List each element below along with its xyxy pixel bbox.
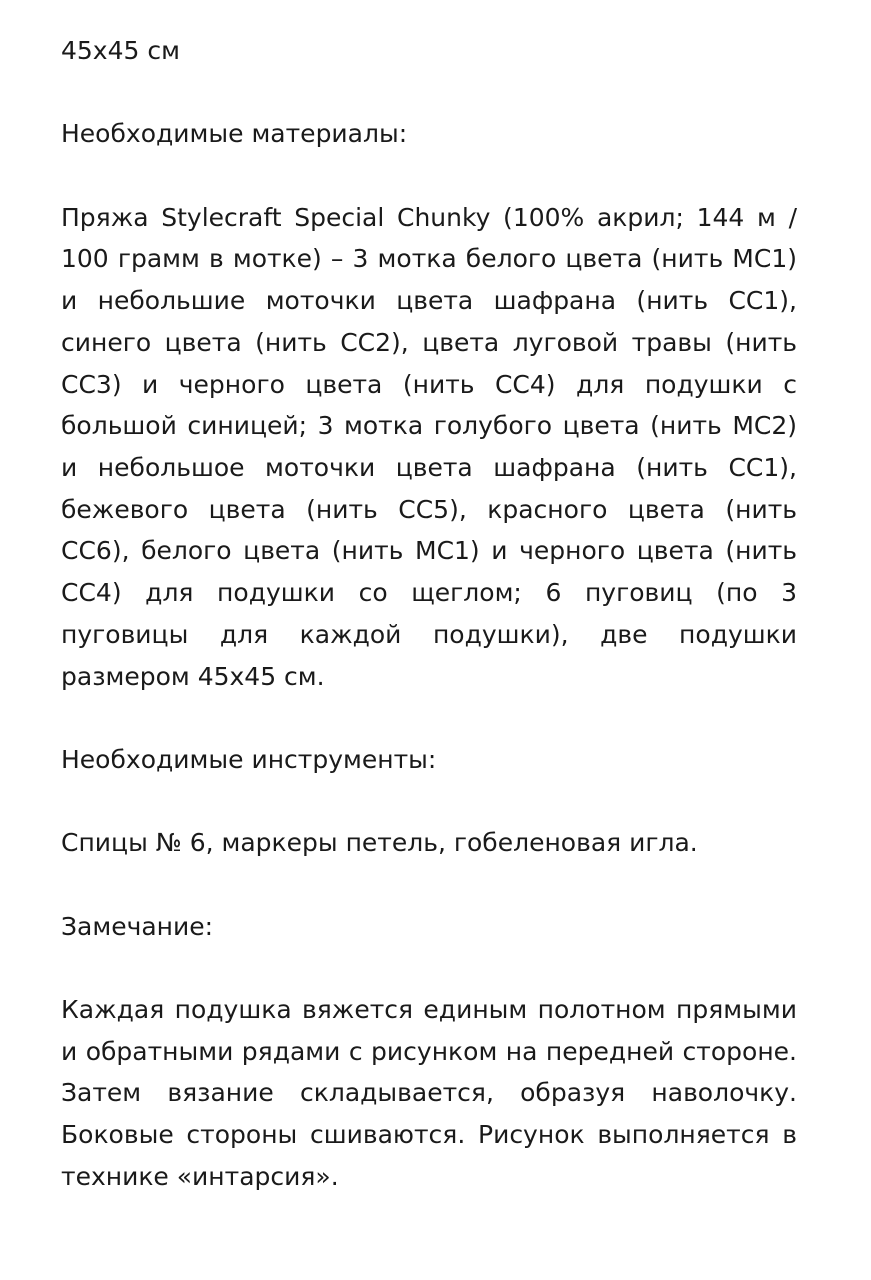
materials-heading: Необходимые материалы: — [61, 119, 408, 149]
tools-heading: Необходимые инструменты: — [61, 744, 437, 774]
materials-paragraph: Пряжа Stylecraft Special Chunky (100% акрил; 144 м / 100 грамм в мотке) – 3 мотка белого цвета (нить MC1) и небольшие моточки цвета шафрана (нить CC1), синего цвета (нить CC2), цвета луговой травы (нить CC3) и черного цвета (нить CC4) для подушки с большой синицей; 3 мотка голубого цвета (нить MC2) и небольшое моточки цвета шафрана (нить CC1), бежевого цвета (нить CC5), красного цвета (нить CC6), белого цвета (нить MC1) и черного цвета (нить CC4) для подушки со щеглом; 6 пуговиц (по 3 пуговицы для каждой подушки), две подушки размером 45x45 см. — [61, 202, 797, 691]
tools-paragraph: Спицы № 6, маркеры петель, гобеленовая игла. — [61, 828, 698, 858]
note-heading: Замечание: — [61, 911, 214, 941]
size-line: 45x45 см — [61, 36, 180, 65]
document-page — [61, 30, 797, 1239]
note-paragraph: Каждая подушка вяжется единым полотном прямыми и обратными рядами с рисунком на передней стороне. Затем вязание складывается, образуя наволочку. Боковые стороны сшиваются. Рисунок выполняется в технике «интарсия». — [61, 995, 797, 1191]
